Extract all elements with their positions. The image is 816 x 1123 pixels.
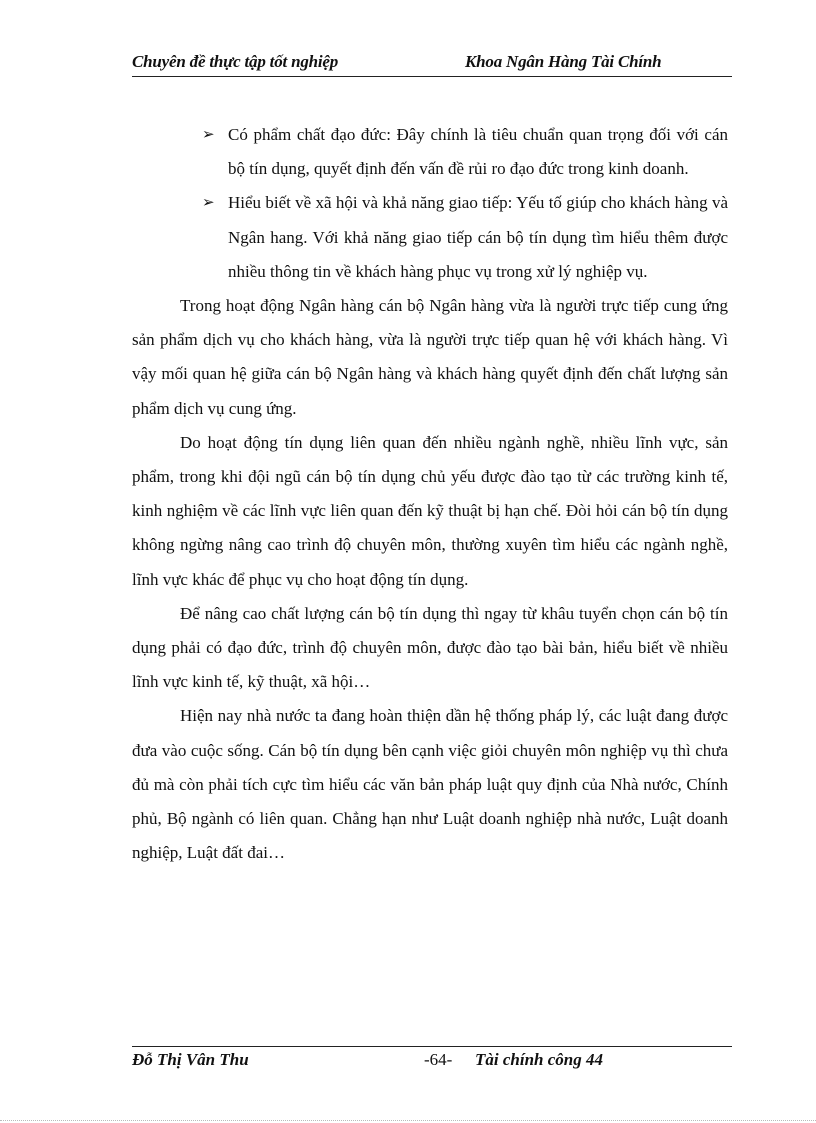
page-footer [132, 1046, 732, 1073]
footer-page-number: -64- [424, 1050, 453, 1069]
document-body [132, 118, 728, 870]
bullet-text: Hiểu biết về xã hội và khả năng giao tiếp: Yếu tố giúp cho khách hàng và Ngân hang. Với khả năng giao tiếp cán bộ tín dụng tìm hiểu thêm được nhiều thông tin về khách hàng phục vụ trong xử lý nghiệp vụ. [228, 193, 728, 281]
bullet-item [132, 118, 728, 186]
page-header [132, 52, 732, 77]
paragraph: Hiện nay nhà nước ta đang hoàn thiện dần hệ thống pháp lý, các luật đang được đưa vào cuộc sống. Cán bộ tín dụng bên cạnh việc giỏi chuyên môn nghiệp vụ thì chưa đủ mà còn phải tích cực tìm hiểu các văn bản pháp luật quy định của Nhà nước, Chính phủ, Bộ ngành có liên quan. Chẳng hạn như Luật doanh nghiệp nhà nước, Luật doanh nghiệp, Luật đất đai… [132, 706, 728, 863]
bullet-text: Có phẩm chất đạo đức: Đây chính là tiêu chuẩn quan trọng đối với cán bộ tín dụng, quyết định đến vấn đề rủi ro đạo đức trong kinh doanh. [228, 125, 728, 179]
arrow-bullet-icon: ➢ [202, 127, 215, 143]
paragraph: Do hoạt động tín dụng liên quan đến nhiều ngành nghề, nhiều lĩnh vực, sản phẩm, trong khi đội ngũ cán bộ tín dụng chủ yếu được đào tạo từ các trường kinh tế, kinh nghiệm về các lĩnh vực liên quan đến kỹ thuật bị hạn chế. Đòi hỏi cán bộ tín dụng không ngừng nâng cao trình độ chuyên môn, thường xuyên tìm hiểu các ngành nghề, lĩnh vực khác để phục vụ cho hoạt động tín dụng. [132, 432, 728, 589]
paragraph: Để nâng cao chất lượng cán bộ tín dụng thì ngay từ khâu tuyển chọn cán bộ tín dụng phải có đạo đức, trình độ chuyên môn, được đào tạo bài bản, hiểu biết về nhiều lĩnh vực kinh tế, kỹ thuật, xã hội… [132, 603, 728, 692]
header-title-left: Chuyên đề thực tập tốt nghiệp [132, 52, 339, 71]
arrow-bullet-icon: ➢ [202, 195, 215, 212]
header-title-right: Khoa Ngân Hàng Tài Chính [465, 52, 662, 71]
footer-course: Tài chính công 44 [475, 1050, 603, 1069]
paragraph: Trong hoạt động Ngân hàng cán bộ Ngân hàng vừa là người trực tiếp cung ứng sản phẩm dịch vụ cho khách hàng, vừa là người trực tiếp quan hệ với khách hàng. Vì vậy mối quan hệ giữa cán bộ Ngân hàng và khách hàng quyết định đến chất lượng sản phẩm dịch vụ cung ứng. [132, 296, 728, 418]
bullet-item [132, 186, 728, 289]
page-edge-divider [0, 1120, 816, 1121]
footer-author: Đỗ Thị Vân Thu [132, 1050, 249, 1069]
